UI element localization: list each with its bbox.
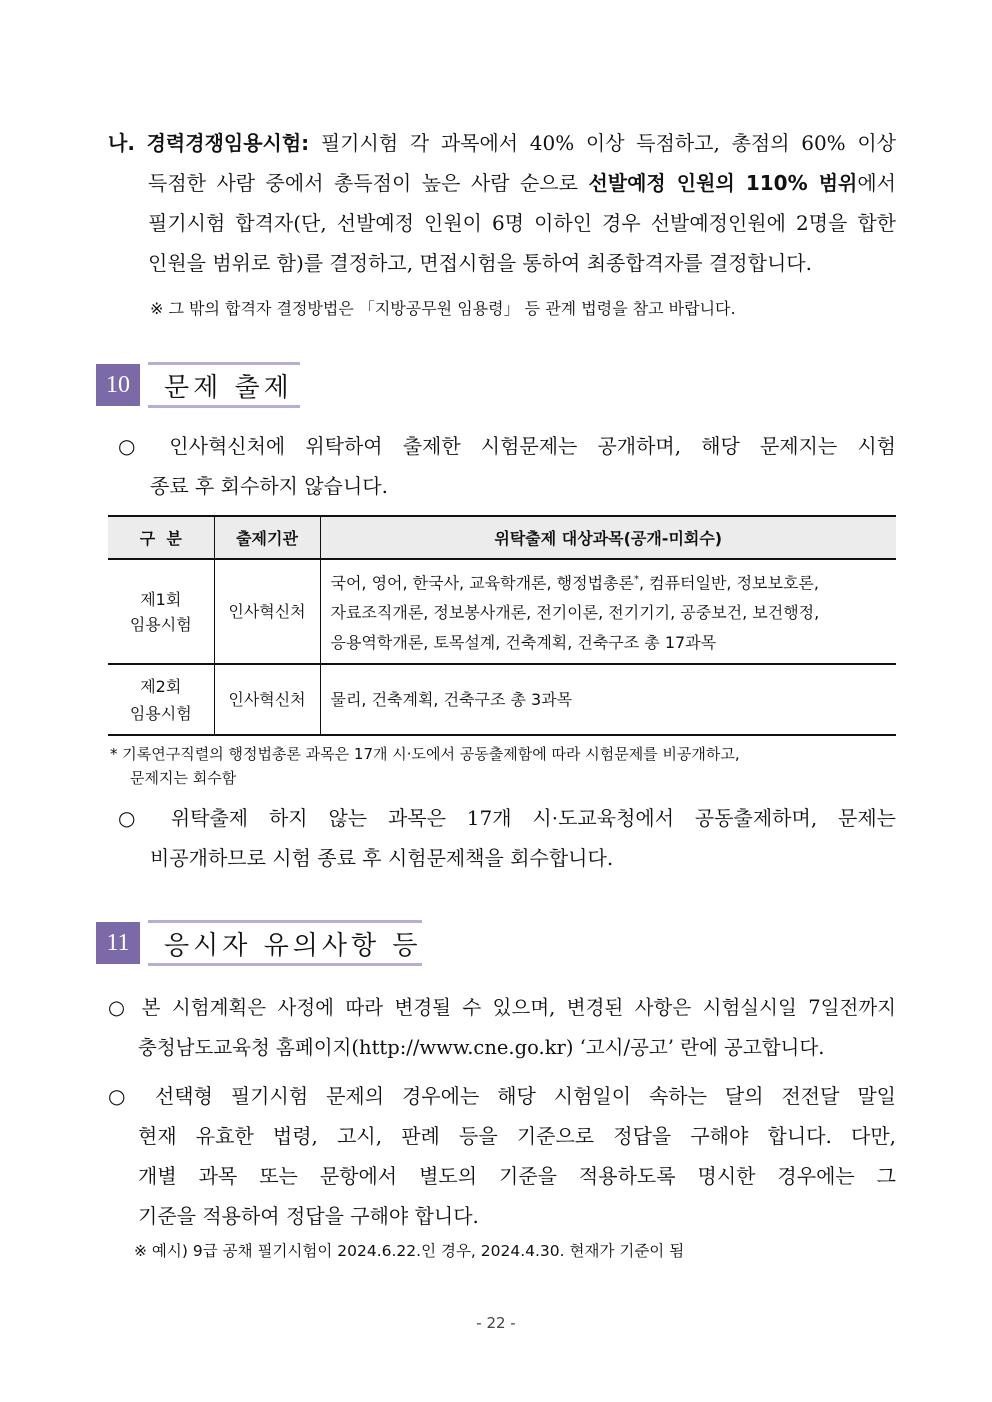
footnote-mark: * — [633, 573, 639, 585]
page-number: - 22 - — [476, 1314, 516, 1332]
col-header-subjects: 위탁출제 대상과목(공개-미회수) — [320, 516, 896, 559]
row-2-exam — [108, 664, 214, 735]
section-11-para-2-line-4: 기준을 적용하여 정답을 구해야 합니다. — [138, 1204, 479, 1228]
row-1-exam-line-2: 임용시험 — [129, 614, 192, 634]
row-1-subjects-line-2: 자료조직개론, 정보봉사개론, 전기이론, 전기기기, 공중보건, 보건행정, — [330, 603, 820, 623]
row-2-exam-line-2: 임용시험 — [129, 703, 192, 723]
section-11-bar-bottom — [148, 963, 422, 966]
row-2-subjects: 물리, 건축계획, 건축구조 총 3과목 — [320, 664, 896, 735]
row-1-subjects-line-1-post: , 컴퓨터일반, 정보보호론, — [638, 573, 819, 593]
section-11-number: 11 — [96, 922, 140, 964]
table-footnote-line-1: * 기록연구직렬의 행정법총론 과목은 17개 시·도에서 공동출제함에 따라 시험문제를 비공개하고, — [110, 745, 740, 763]
section-10-bar-top — [148, 362, 300, 365]
section-11-para-2-line-2: 현재 유효한 법령, 고시, 판례 등을 기준으로 정답을 구해야 합니다. 다만, — [138, 1124, 896, 1148]
col-header-org: 출제기관 — [214, 516, 320, 559]
row-1-exam-line-1: 제1회 — [140, 589, 182, 609]
sec-na-line-2-pre: 득점한 사람 중에서 총득점이 높은 사람 순으로 — [148, 171, 589, 195]
sec-na-line-2 — [148, 167, 896, 196]
section-11-title: 응시자 유의사항 등 — [164, 931, 422, 961]
section-10-title: 문제 출제 — [164, 373, 293, 403]
section-11-para-1-line-2: 충청남도교육청 홈페이지(http://www.cne.go.kr) ‘고시/공고’ 란에 공고합니다. — [138, 1036, 825, 1059]
table-row — [108, 664, 896, 735]
section-10-bar-bottom — [148, 405, 300, 408]
row-1-subjects-line-1-pre: 국어, 영어, 한국사, 교육학개론, 행정법총론 — [330, 573, 634, 593]
row-1-subjects-line-1 — [331, 565, 897, 598]
row-2-org: 인사혁신처 — [214, 664, 320, 735]
section-11-para-1-line-1: ○ 본 시험계획은 사정에 따라 변경될 수 있으며, 변경된 사항은 시험실시일 7일전까지 — [108, 996, 896, 1019]
table-footnote-line-2: 문제지는 회수함 — [130, 769, 237, 787]
col-header-category: 구 분 — [108, 516, 214, 559]
sec-na-line-3: 필기시험 합격자(단, 선발예정 인원이 6명 이하인 경우 선발예정인원에 2명을 합한 — [148, 211, 896, 235]
sec-na-line-1-text: 필기시험 각 과목에서 40% 이상 득점하고, 총점의 60% 이상 — [309, 131, 896, 155]
row-1-org: 인사혁신처 — [214, 559, 320, 664]
row-1-subjects — [320, 559, 896, 664]
sec-na-line-4: 인원을 범위로 함)를 결정하고, 면접시험을 통하여 최종합격자를 결정합니다. — [148, 251, 812, 275]
section-10-para-1-line-1: ○ 인사혁신처에 위탁하여 출제한 시험문제는 공개하며, 해당 문제지는 시험 — [118, 434, 896, 458]
section-10-para-2-line-1: ○ 위탁출제 하지 않는 과목은 17개 시·도교육청에서 공동출제하며, 문제는 — [118, 806, 896, 830]
sec-na-colon: : — [301, 131, 310, 155]
sec-na-note: ※ 그 밖의 합격자 결정방법은 「지방공무원 임용령」 등 관계 법령을 참고 바랍니다. — [150, 299, 736, 318]
section-11-para-2-line-3: 개별 과목 또는 문항에서 별도의 기준을 적용하도록 명시한 경우에는 그 — [138, 1164, 896, 1188]
section-11-bar-top — [148, 920, 422, 923]
sec-na-line-2-post: 에서 — [857, 171, 896, 195]
row-1-subjects-line-3: 응용역학개론, 토목설계, 건축계획, 건축구조 총 17과목 — [330, 633, 717, 653]
section-10-para-1-line-2: 종료 후 회수하지 않습니다. — [150, 474, 388, 498]
section-10-number: 10 — [96, 364, 140, 406]
sec-na-marker: 나. — [108, 131, 135, 155]
section-11-para-2-line-1: ○ 선택형 필기시험 문제의 경우에는 해당 시험일이 속하는 달의 전전달 말일 — [108, 1084, 896, 1108]
table-row — [108, 559, 896, 664]
section-11-note: ※ 예시) 9급 공채 필기시험이 2024.6.22.인 경우, 2024.4.30. 현재가 기준이 됨 — [134, 1242, 685, 1260]
row-1-exam — [108, 559, 214, 664]
section-10-para-2-line-2: 비공개하므로 시험 종료 후 시험문제책을 회수합니다. — [150, 846, 614, 870]
subject-table — [108, 515, 896, 736]
sec-na-line-2-bold: 선발예정 인원의 110% 범위 — [588, 171, 858, 195]
subject-table-header — [108, 516, 896, 559]
row-2-exam-line-1: 제2회 — [140, 676, 182, 696]
sec-na-line-1 — [108, 127, 896, 156]
sec-na-label: 경력경쟁임용시험 — [146, 131, 302, 155]
